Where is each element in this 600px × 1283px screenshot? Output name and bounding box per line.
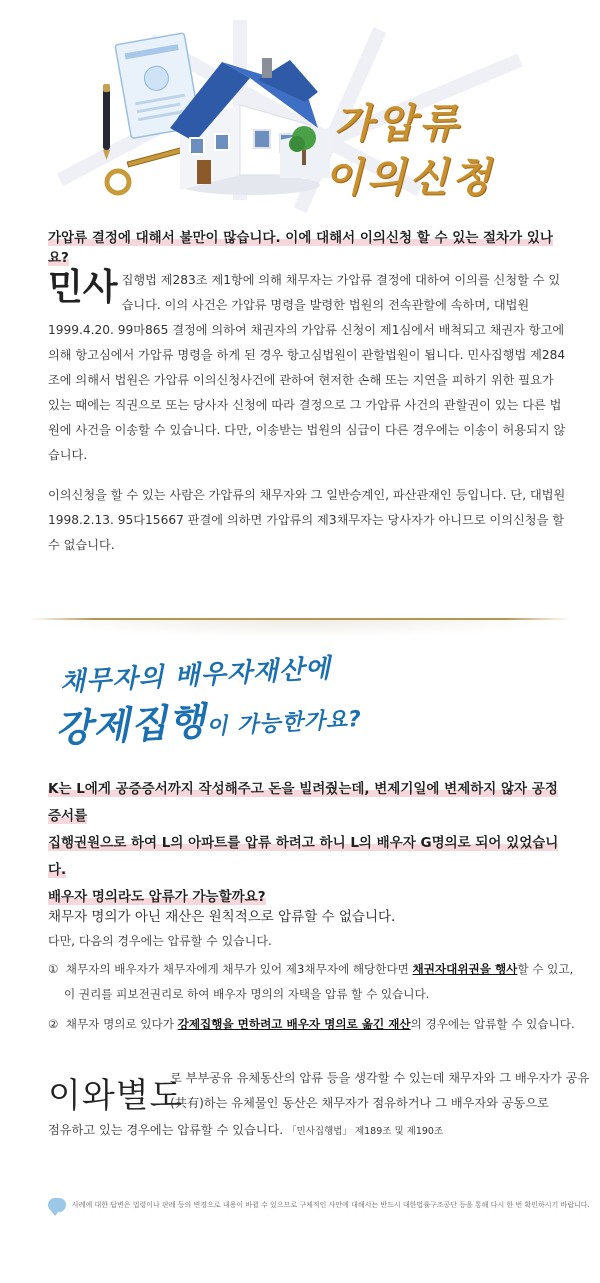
answer-lead: 채무자 명의가 아닌 재산은 원칙적으로 압류할 수 없습니다.	[48, 909, 396, 925]
extra-paragraph: 로 부부공유 유체동산의 압류 등을 생각할 수 있는데 채무자와 그 배우자가 공유(共有)하는 유체물인 동산은 채무자가 점유하거나 그 배우자와 공동으로	[170, 1071, 590, 1110]
answer-item-1	[48, 958, 578, 980]
footer-disclaimer: 사례에 대한 답변은 법령이나 판례 등의 변경으로 내용이 바뀔 수 있으므로 구체적인 사안에 대해서는 반드시 대한법률구조공단 등을 통해 다시 한 번 확인하시기 바랍니다.	[72, 1201, 590, 1209]
hero-title-line1: 가압류	[334, 100, 462, 147]
speech-bubble-icon	[48, 1198, 66, 1212]
section1-paragraph1	[48, 268, 568, 468]
item1-underlined: 채권자대위권을 행사	[412, 962, 518, 976]
extra-big-word: 이와별도	[48, 1076, 184, 1116]
question-line1: K는 L에게 공증증서까지 작성해주고 돈을 빌려줬는데, 변제기일에 변제하지 않자 공정증서를	[48, 781, 558, 824]
dropcap-word: 민사	[48, 267, 118, 308]
answer-item-1-continuation: 이 권리를 피보전권리로 하여 배우자 명의의 자택을 압류 할 수 있습니다.	[64, 987, 430, 1001]
item1-number: ①	[48, 962, 59, 976]
script-title-emphasis: 강제집행	[54, 699, 207, 751]
house-key-document-illustration	[0, 0, 600, 215]
extra-line2: 점유하고 있는 경우에는 압류할 수 있습니다.	[48, 1123, 284, 1137]
section-divider-shadow	[30, 620, 570, 638]
item1-pre: 채무자의 배우자가 채무자에게 채무가 있어 제3채무자에 해당한다면	[65, 962, 413, 976]
answer-item-2	[48, 1013, 588, 1035]
section2-script-title-line1: 채무자의 배우자재산에	[59, 653, 332, 698]
question-text: 가압류 결정에 대해서 불만이 많습니다. 이에 대해서 이의신청 할 수 있는 절차가 있나요?	[48, 230, 553, 266]
script-title-suffix: 이 가능한가요?	[205, 706, 363, 741]
section2-question	[48, 776, 568, 911]
pen-icon	[103, 84, 110, 160]
hero-title-line2: 이의신청	[324, 154, 495, 201]
section1-paragraph2: 이의신청을 할 수 있는 사람은 가압류의 채무자와 그 일반승계인, 파산관재인 등입니다. 단, 대법원 1998.2.13. 95다15667 판결에 의하면 가압류의 제3채무자는 당사자가 아니므로 이의신청을 할 수 없습니다.	[48, 488, 566, 552]
item2-pre: 채무자 명의로 있다가	[65, 1017, 178, 1031]
extra-paragraph-end	[48, 1119, 568, 1143]
hero-illustration	[0, 0, 600, 215]
question-line2: 집행권원으로 하여 L의 아파트를 압류 하려고 하니 L의 배우자 G명의로 되어 있었습니다.	[48, 835, 559, 878]
law-reference: 「민사집행법」 제189조 및 제190조	[287, 1126, 444, 1137]
item2-post: 의 경우에는 압류할 수 있습니다.	[410, 1017, 575, 1031]
paragraph1-text: 집행법 제283조 제1항에 의해 채무자는 가압류 결정에 대하여 이의를 신청할 수 있습니다. 이의 사건은 가압류 명령을 발령한 법원의 전속관할에 속하며, 대법원 1999.4.20. 99마865 결정에 의하여 채권자의 가압류 신청이 제1심에서 배척되고 채권자 항고에 의해 항고심에서 가압류 명령을 하게 된 경우 항고심법원이 관할법원이 됩니다. 민사집행법 제284조에 의해서 법원은 가압류 이의신청사건에 관하여 현저한 손해 또는 지연을 피하기 위한 필요가 있는 때에는 직권으로 또는 당사자 신청에 따라 결정으로 그 가압류 사건의 관할권이 있는 다른 법원에 사건을 이송할 수 있습니다. 다만, 이송받는 법원의 심급이 다른 경우에는 이송이 허용되지 않습니다.	[48, 273, 566, 462]
item2-number: ②	[48, 1017, 59, 1031]
answer-sub: 다만, 다음의 경우에는 압류할 수 있습니다.	[48, 934, 272, 948]
question-line3: 배우자 명의라도 압류가 가능할까요?	[48, 889, 266, 905]
section1-question	[48, 228, 568, 268]
item2-underlined: 강제집행을 면하려고 배우자 명의로 옮긴 재산	[177, 1017, 411, 1031]
item1-post: 할 수 있고,	[517, 962, 574, 976]
